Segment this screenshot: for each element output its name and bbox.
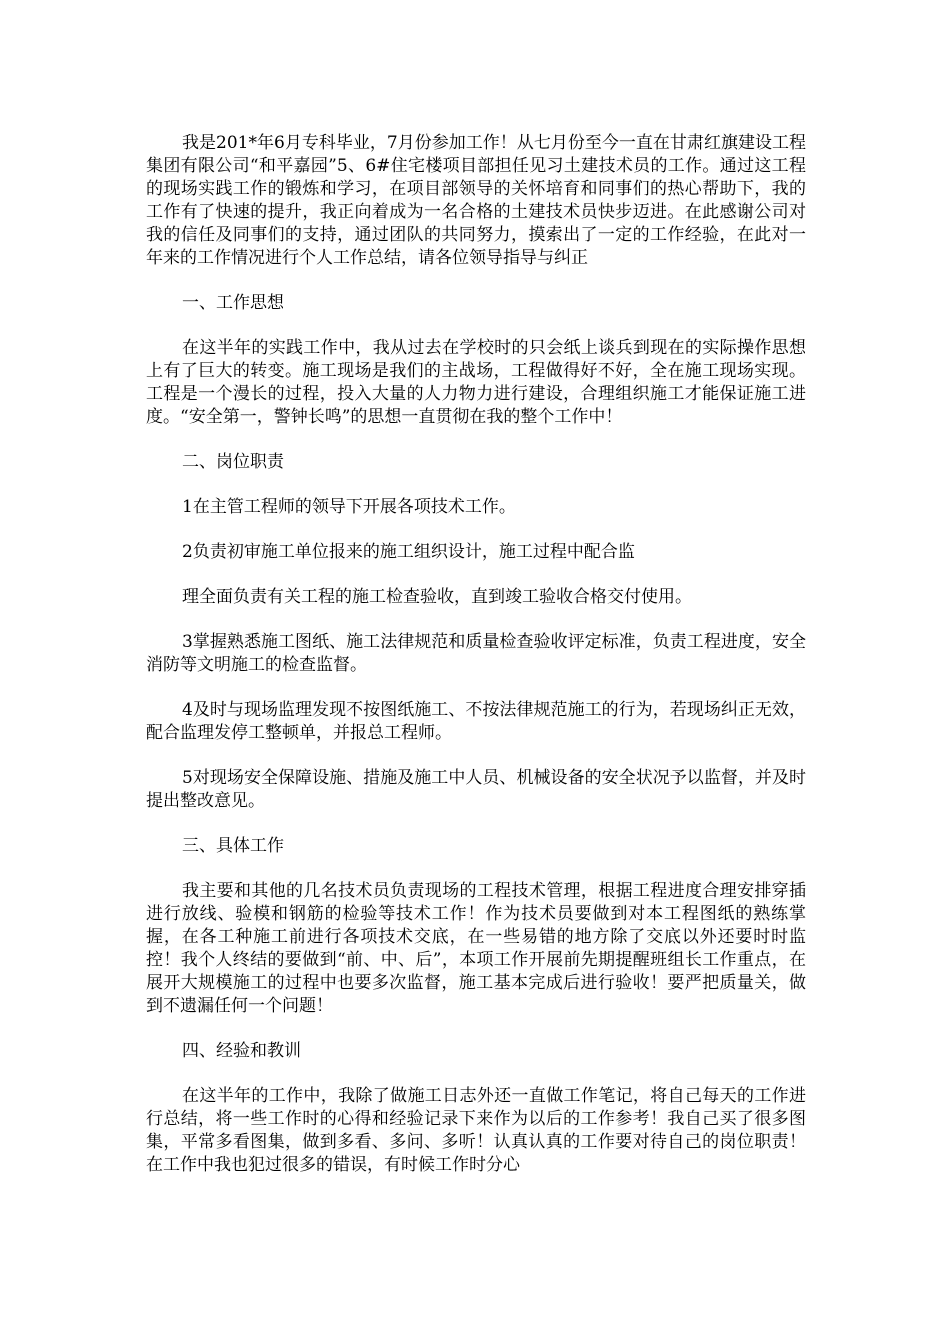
duty-item-1: 1在主管工程师的领导下开展各项技术工作。: [182, 497, 516, 517]
experience-lessons-paragraph: 在这半年的工作中，我除了做施工日志外还一直做工作笔记，将自己每天的工作进行总结，将一些工作时的心得和经验记录下来作为以后的工作参考！我自己买了很多图集，平常多看图集，做到多看、多问、多听！认真认真的工作要对待自己的岗位职责！在工作中我也犯过很多的错误，有时候工作时分心: [146, 1086, 806, 1175]
section-heading-job-duties: 二、岗位职责: [182, 452, 284, 472]
section-heading-specific-work: 三、具体工作: [182, 836, 284, 856]
document-page: [146, 132, 806, 1177]
section-heading-work-thinking: 一、工作思想: [182, 293, 284, 313]
section-heading-experience-lessons: 四、经验和教训: [182, 1041, 301, 1061]
specific-work-paragraph: 我主要和其他的几名技术员负责现场的工程技术管理，根据工程进度合理安排穿插进行放线、验模和钢筋的检验等技术工作！作为技术员要做到对本工程图纸的熟练掌握，在各工种施工前进行各项技术交底，在一些易错的地方除了交底以外还要时时监控！我个人终结的要做到“前、中、后”，本项工作开展前先期提醒班组长工作重点，在展开大规模施工的过程中也要多次监督，施工基本完成后进行验收！要严把质量关，做到不遗漏任何一个问题！: [146, 881, 806, 1016]
duty-item-5: 5对现场安全保障设施、措施及施工中人员、机械设备的安全状况予以监督，并及时提出整改意见。: [146, 768, 806, 811]
duty-item-2: 2负责初审施工单位报来的施工组织设计，施工过程中配合监: [182, 542, 635, 562]
intro-paragraph: 我是201*年6月专科毕业，7月份参加工作！从七月份至今一直在甘肃红旗建设工程集团有限公司“和平嘉园”5、6#住宅楼项目部担任见习土建技术员的工作。通过这工程的现场实践工作的锻炼和学习，在项目部领导的关怀培育和同事们的热心帮助下，我的工作有了快速的提升，我正向着成为一名合格的土建技术员快步迈进。在此感谢公司对我的信任及同事们的支持，通过团队的共同努力，摸索出了一定的工作经验，在此对一年来的工作情况进行个人工作总结，请各位领导指导与纠正: [146, 133, 806, 268]
duty-item-2-continued: 理全面负责有关工程的施工检查验收，直到竣工验收合格交付使用。: [182, 587, 692, 607]
duty-item-4: 4及时与现场监理发现不按图纸施工、不按法律规范施工的行为，若现场纠正无效，配合监理发停工整顿单，并报总工程师。: [146, 700, 806, 743]
work-thinking-paragraph: 在这半年的实践工作中，我从过去在学校时的只会纸上谈兵到现在的实际操作思想上有了巨大的转变。施工现场是我们的主战场，工程做得好不好，全在施工现场实现。工程是一个漫长的过程，投入大量的人力物力进行建设，合理组织施工才能保证施工进度。“安全第一，警钟长鸣”的思想一直贯彻在我的整个工作中！: [146, 338, 806, 427]
duty-item-3: 3掌握熟悉施工图纸、施工法律规范和质量检查验收评定标准，负责工程进度，安全消防等文明施工的检查监督。: [146, 632, 806, 675]
